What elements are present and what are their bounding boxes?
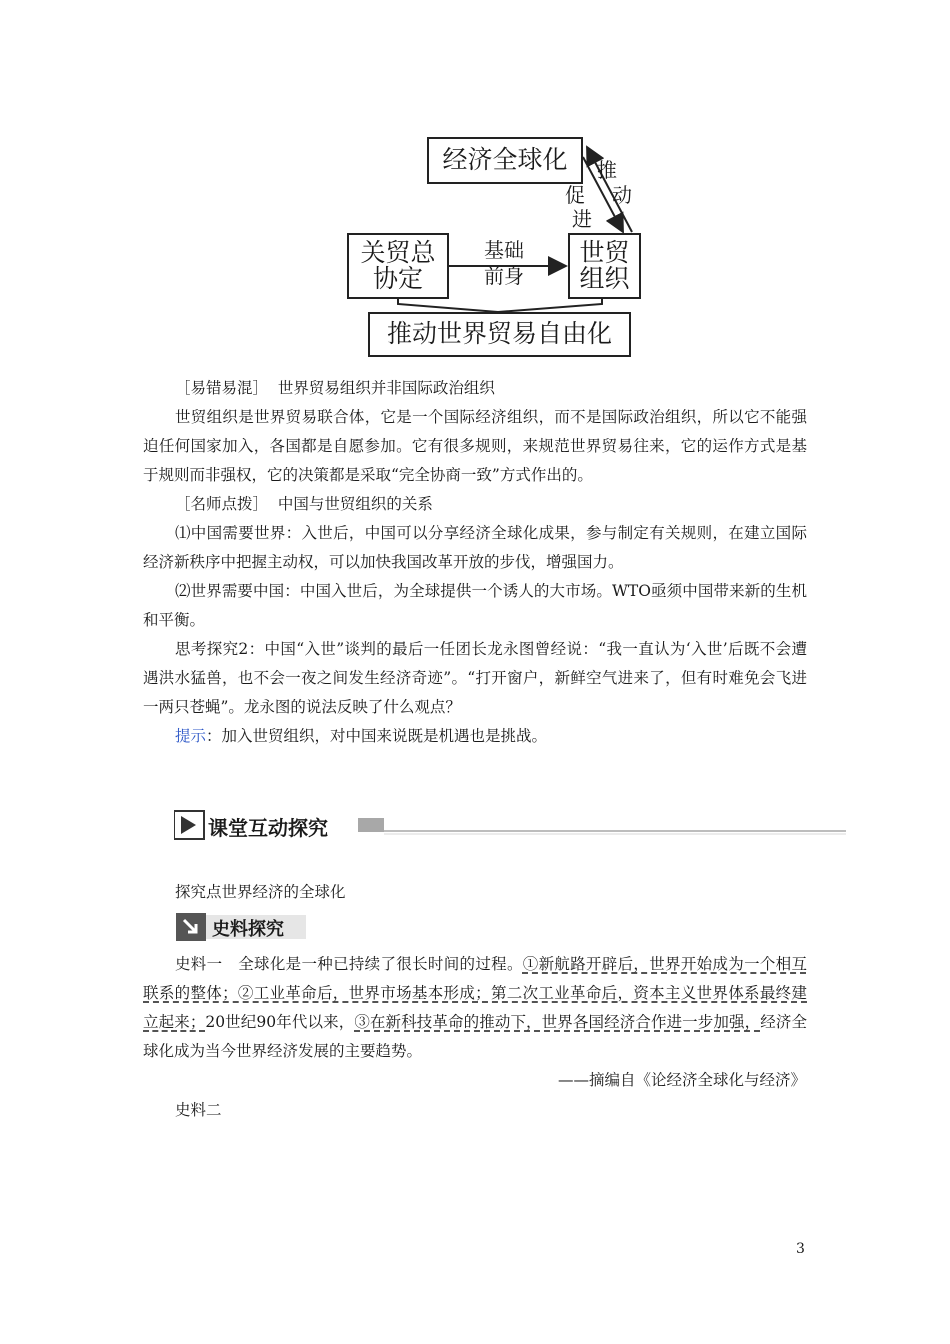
think-question: 思考探究2：中国“入世”谈判的最后一任团长龙永图曾经说：“我一直认为‘入世’后既不会遭遇洪水猛兽，也不会一夜之间发生经济奇迹”。“打开窗户，新鲜空气进来了，但有时难免会飞进一两只苍蝇”。龙永图的说法反映了什么观点？ [143, 640, 807, 716]
label-push-1: 推 [597, 158, 617, 182]
node-trade-liberalization: 推动世界贸易自由化 [368, 312, 631, 357]
material-2-label: 史料二 [175, 1101, 222, 1119]
label-predecessor: 前身 [484, 264, 524, 288]
teacher-point-2: ⑵世界需要中国：中国入世后，为全球提供一个诱人的大市场。WTO亟须中国带来新的生机和平衡。 [143, 582, 807, 629]
sub-banner-title: 史料探究 [212, 919, 284, 940]
page-number: 3 [796, 1241, 805, 1257]
material-1-source: ——摘编自《论经济全球化与经济》 [557, 1071, 806, 1089]
teacher-point-1: ⑴中国需要世界：入世后，中国可以分享经济全球化成果，参与制定有关规则，在建立国际经济新秩序中把握主动权，可以加快我国改革开放的步伐，增强国力。 [143, 524, 807, 571]
node-wto: 世贸 组织 [568, 233, 641, 299]
section-title: 课堂互动探究 [208, 816, 328, 840]
hint-label: 提示 [175, 727, 207, 745]
label-promote-1: 促 [565, 183, 585, 207]
section-banner [174, 810, 846, 840]
material-1: 史料一 全球化是一种已持续了很长时间的过程。①新航路开辟后，世界开始成为一个相互联系的整体；②工业革命后，世界市场基本形成；第二次工业革命后，资本主义世界体系最终建立起来；20世纪90年代以来，③在新科技革命的推动下，世界各国经济合作进一步加强，经济全球化成为当今世界经济发展的主要趋势。 [143, 955, 807, 1060]
confuse-body: 世贸组织是世界贸易联合体，它是一个国际经济组织，而不是国际政治组织，所以它不能强迫任何国家加入，各国都是自愿参加。它有很多规则，来规范世界贸易往来，它的运作方式是基于规则而非强权，它的决策都是采取“完全协商一致”方式作出的。 [143, 408, 807, 484]
node-economic-globalization: 经济全球化 [427, 137, 583, 184]
teacher-heading: ［名师点拨］ 中国与世贸组织的关系 [175, 495, 433, 513]
banner-arrow-icon [174, 810, 204, 840]
node-gatt: 关贸总 协定 [347, 233, 449, 299]
sub-banner [176, 913, 306, 941]
confuse-heading: ［易错易混］ 世界贸易组织并非国际政治组织 [175, 379, 495, 397]
sub-banner-arrow-icon [176, 913, 206, 941]
label-basis: 基础 [484, 238, 524, 262]
material-1-underlined-a: ①新航路开辟后，世界开始成为一个相互联系的整体；②工业革命后，世界市场基本形成；第二次工业革命后，资本主义世界体系最终建立起来； [143, 955, 807, 1031]
material-1-underlined-b: ③在新科技革命的推动下，世界各国经济合作进一步加强， [354, 1013, 761, 1031]
think-hint: 提示：加入世贸组织，对中国来说既是机遇也是挑战。 [175, 727, 548, 745]
label-promote-2: 进 [572, 207, 592, 231]
topic-line: 探究点世界经济的全球化 [175, 883, 346, 901]
label-push-2: 动 [612, 183, 632, 207]
